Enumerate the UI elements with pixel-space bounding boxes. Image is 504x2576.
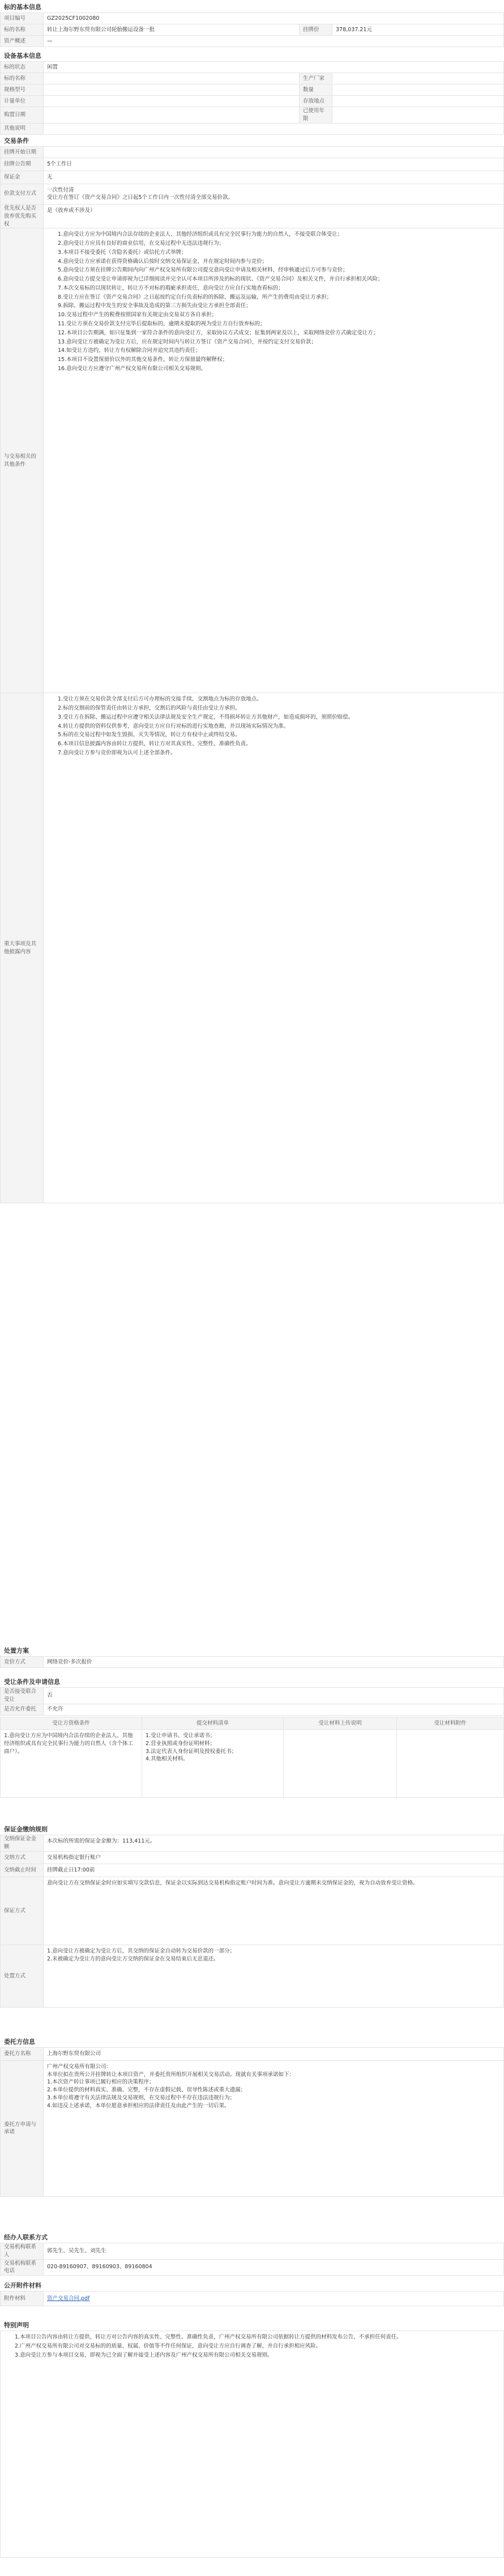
field-label: 规格型号: [1, 84, 44, 96]
field-label: 交易机构联系人: [1, 2243, 44, 2260]
condition-item: 7.本次交易标的以现状转让，转让方不对标的瑕疵承担责任，意向受让方应自行实地查看标的；: [58, 285, 284, 291]
condition-item: 1.意向受让方应为中国境内合法存续的企业法人、其他经济组织或具有完全民事行为能力的自然人，不接受联合体受让；: [58, 231, 343, 238]
field-label: 挂牌价: [300, 24, 332, 36]
contact-phone: 020-89160907、89160903、89160804: [44, 2259, 504, 2276]
condition-item: 13.意向受让方被确定为受让方后，应在规定时间内与转让方签订《资产交易合同》，并按约定支付交易价款；: [58, 338, 317, 345]
section-title: 特别声明: [4, 2322, 29, 2329]
payment-method: 一次性付清 受让方在签订《资产交易合同》之日起5个工作日内一次性付清全部交易价款。: [44, 184, 504, 205]
section-title: 保证金缴纳规则: [4, 1826, 48, 1833]
column-header: 受让材料上传说明: [284, 1717, 397, 1730]
condition-item: 12.本项目公告期满，如只征集到一家符合条件的意向受让方，采取协议方式成交；征集到两家及以上，采取网络竞价方式确定受让方；: [58, 329, 379, 336]
condition-item: 16.意向受让方应遵守广州产权交易所有限公司相关交易规则。: [58, 365, 207, 372]
field-label: 购置日期: [1, 107, 44, 124]
note-item: 2.广州产权交易所有限公司对交易标的的质量、权属、价值等不作任何保证，意向受让方应自行调查了解，并自行承担相应风险。: [15, 2342, 322, 2349]
field-label: 委托方申请与承诺: [1, 2060, 44, 2196]
listing-start-date: [44, 147, 504, 158]
field-label: 优先权人是否放弃优先购买权: [1, 205, 44, 228]
field-value: [44, 73, 300, 84]
field-label: 是否接受联合受让: [1, 1688, 44, 1704]
field-value: [332, 84, 504, 96]
table-cell: [397, 1730, 504, 1798]
field-label: 交纳保证金金额: [1, 1835, 44, 1852]
deposit-method: 交易机构指定银行账户: [44, 1851, 504, 1864]
deposit-deadline: 挂牌截止日17:00前: [44, 1864, 504, 1877]
field-label: 已使用年限: [300, 107, 332, 124]
notes-body: [1, 2331, 504, 2558]
field-value: [332, 107, 504, 124]
notes-table: [0, 2331, 504, 2558]
condition-item: 3.本项目不接受委托（含隐名委托）或信托方式举牌；: [58, 249, 187, 256]
condition-item: 9.拆除、搬运过程中发生的安全事故及造成的第三方损失由受让方承担全部责任；: [58, 303, 251, 309]
attachment-link[interactable]: 资产交易合同.pdf: [47, 2295, 90, 2302]
column-header: 受让材料附件: [397, 1717, 504, 1730]
field-label: 项目编号: [1, 13, 44, 24]
qualification-table: [0, 1717, 504, 1798]
table-cell: [284, 1730, 397, 1798]
field-label: 存放地点: [300, 96, 332, 107]
field-label: 标的状态: [1, 62, 44, 73]
note-item: 1.本项目公告内容由转让方提供，转让方对公告内容的真实性、完整性、准确性负责，广州产权交易所有限公司依据转让方提供的材料发布公告，不承担任何责任。: [15, 2334, 402, 2340]
field-value: [44, 96, 300, 107]
section-title: 公开附件材料: [4, 2282, 41, 2289]
field-label: 保证金: [1, 171, 44, 184]
field-label: 与交易相关的其他条件: [1, 228, 44, 693]
matter-item: 2.标的交割前的保管责任由转让方承担，交割后的风险与责任由受让方承担。: [58, 705, 241, 712]
deposit-section: [0, 1822, 504, 2026]
subject-info-table: [0, 12, 504, 47]
field-label: 挂牌开始日期: [1, 147, 44, 158]
delegation-allowed: 不允许: [44, 1704, 504, 1715]
agency-section: [0, 2035, 504, 2205]
subject-info-section: [0, 0, 504, 49]
priority-right: 是（放弃或不涉及）: [44, 205, 504, 228]
field-label: 保证方式: [1, 1877, 44, 1945]
field-label: 是否允许委托: [1, 1704, 44, 1715]
condition-item: 8.受让方应在签订《资产交易合同》之日起按约定自行负责标的的拆除、搬运及运输，所产生的费用由受让方承担；: [58, 294, 332, 300]
deposit-amount: 本次标的所需的保证金金额为：113,411元。: [44, 1835, 504, 1852]
disposal-method: 1.意向受让方被确定为受让方后，其交纳的保证金自动转为交易价款的一部分； 2.未被确定为受让方的意向受让方交纳的保证金在交易结束后无息退还。: [44, 1945, 504, 2008]
joint-transfer: 否: [44, 1688, 504, 1704]
matter-item: 3.受让方在拆除、搬运过程中应遵守相关法律法规及安全生产规定，不得损坏转让方其他财产，如造成损坏的，须照价赔偿。: [58, 714, 354, 720]
registration-section: [0, 1675, 504, 1805]
field-label: 附件材料: [1, 2291, 44, 2306]
trade-section: [0, 134, 504, 1186]
field-label: 委托方名称: [1, 2048, 44, 2061]
field-value: [44, 84, 300, 96]
matter-item: 4.转让方提供的资料仅供参考，意向受让方应自行对标的进行实地查勘，并以现场实际情况为准。: [58, 723, 289, 729]
contact-section: [0, 2230, 504, 2273]
attachments-table: [0, 2291, 504, 2306]
matter-item: 7.意向受让方参与竞价即视为认可上述全部条件。: [58, 749, 176, 756]
field-label: 挂牌公告期: [1, 158, 44, 171]
deposit-table: [0, 1835, 504, 2008]
section-title: 交易条件: [4, 137, 29, 145]
guarantee-method: 意向受让方在交纳保证金时应如实填写交款信息，保证金以实际到达交易机构指定账户时间为准。意向受让方逾期未交纳保证金的，视为自动放弃受让资格。: [44, 1877, 504, 1945]
field-label: 交易机构联系电话: [1, 2259, 44, 2276]
section-title: 受让条件及申请信息: [4, 1678, 60, 1686]
condition-item: 15.本项目不设置保留价以外的其他交易条件，转让方保留最终解释权；: [58, 357, 228, 363]
attachments-section: [0, 2278, 504, 2312]
condition-item: 10.交易过程中产生的税费按照国家有关规定由交易双方各自承担；: [58, 312, 217, 319]
field-label: 竞价方式: [1, 1657, 44, 1668]
column-header: 受让方资格条件: [1, 1717, 142, 1730]
bidding-method: 网络竞价-多次报价: [44, 1657, 504, 1668]
asset-summary: —: [44, 36, 504, 47]
field-label: 生产厂家: [300, 73, 332, 84]
trade-table: [0, 146, 504, 1203]
client-name: 上海尔野东贸有限公司: [44, 2048, 504, 2061]
field-label: 价款支付方式: [1, 184, 44, 205]
project-number: GZ2025CF1002080: [44, 13, 504, 24]
section-title: 处置方案: [4, 1647, 29, 1654]
field-value: [332, 73, 504, 84]
field-value: [332, 96, 504, 107]
condition-item: 11.受让方须在交易价款支付完毕后提取标的，逾期未提取的视为受让方自行放弃标的；: [58, 321, 266, 328]
client-commitment: 广州产权交易所有限公司： 本单位拟在贵所公开挂牌转让本项目资产，并委托贵所组织开展相关交易活动。现就有关事项承诺如下： 1.本次资产转让事项已履行相应的决策程序； 2.本单位提供的材料真实、准确、完整，不存在虚假记载、误导性陈述或重大遗漏； 3.本单位将遵守有关法律法规及交易规则，在交易过程中不存在违法违规行为； 4.如违反上述承诺，本单位愿意承担相应的法律责任及由此产生的一切后果。: [44, 2060, 504, 2196]
field-label: 计量单位: [1, 96, 44, 107]
deposit-value: 无: [44, 171, 504, 184]
condition-item: 14.如受让方违约，转让方有权解除合同并追究其违约责任；: [58, 347, 201, 354]
field-value: [44, 123, 504, 134]
disposal-section: [0, 1644, 504, 1670]
field-label: 资产概述: [1, 36, 44, 47]
other-matters-list: [44, 693, 504, 1203]
field-label: 交纳截止时间: [1, 1864, 44, 1877]
matter-item: 5.标的在交易过程中如发生毁损、灭失等情况，转让方有权中止或终结交易。: [58, 732, 241, 739]
condition-item: 2.意向受让方应具有良好的商业信用，在交易过程中无违法违规行为；: [58, 240, 225, 247]
field-label: 重大事项及其他披露内容: [1, 693, 44, 1203]
listing-price: 378,037.21元: [332, 24, 504, 36]
registration-table: [0, 1687, 504, 1716]
matter-item: 1.受让方须在交易价款全部支付后方可办理标的交接手续，交割地点为标的存放地点。: [58, 696, 262, 703]
field-value: [44, 107, 300, 124]
section-title: 委托方信息: [4, 2038, 35, 2045]
equipment-table: [0, 61, 504, 135]
conditions-list: [44, 228, 504, 693]
agency-table: [0, 2047, 504, 2197]
section-title: 经办人联系方式: [4, 2234, 48, 2241]
status-value: 闲置: [44, 62, 504, 73]
field-label: 标的名称: [1, 24, 44, 36]
equipment-section: [0, 49, 504, 134]
field-label: 处置方式: [1, 1945, 44, 2008]
condition-item: 4.意向受让方应承诺在获得资格确认后按时交纳交易保证金，并在规定时间内参与竞价；: [58, 258, 268, 265]
contact-table: [0, 2243, 504, 2276]
field-label: 标的名称: [1, 73, 44, 84]
disposal-table: [0, 1656, 504, 1668]
subject-name: 转让上海尔野东贸有限公司轮胎搬运设备一批: [44, 24, 300, 36]
table-cell: 1.受让申请书、受让承诺书； 2.营业执照或身份证明材料； 3.法定代表人身份证明及授权委托书； 4.其他相关材料。: [142, 1730, 284, 1798]
matter-item: 6.本项目信息披露内容由转让方提供，转让方对其真实性、完整性、准确性负责。: [58, 741, 251, 748]
notes-section: [0, 2318, 504, 2567]
field-label: 交纳方式: [1, 1851, 44, 1864]
field-label: 其他说明: [1, 123, 44, 134]
condition-item: 5.意向受让方须在挂牌公告期间内向广州产权交易所有限公司提交意向受让申请及相关材料，经审核通过后方可参与竞价；: [58, 267, 348, 274]
table-cell: 1.意向受让方应为中国境内合法存续的企业法人、其他经济组织或具有完全民事行为能力的自然人（含个体工商户）。: [1, 1730, 142, 1798]
condition-item: 6.意向受让方提交受让申请即视为已详细阅读并完全认可本项目所涉及的标的现状、《资产交易合同》及相关文件，并自行承担相关风险；: [58, 276, 383, 283]
field-label: 数量: [300, 84, 332, 96]
listing-period: 5个工作日: [44, 158, 504, 171]
column-header: 提交材料清单: [142, 1717, 284, 1730]
contact-person: 郭先生、吴先生、刘先生: [44, 2243, 504, 2260]
section-title: 标的基本信息: [4, 3, 41, 11]
note-item: 3.意向受让方参与本项目交易，即视为已全面了解并接受上述内容及广州产权交易所有限公司相关交易规则。: [15, 2352, 273, 2358]
attachment-cell: [44, 2291, 504, 2306]
section-title: 设备基本信息: [4, 52, 41, 60]
